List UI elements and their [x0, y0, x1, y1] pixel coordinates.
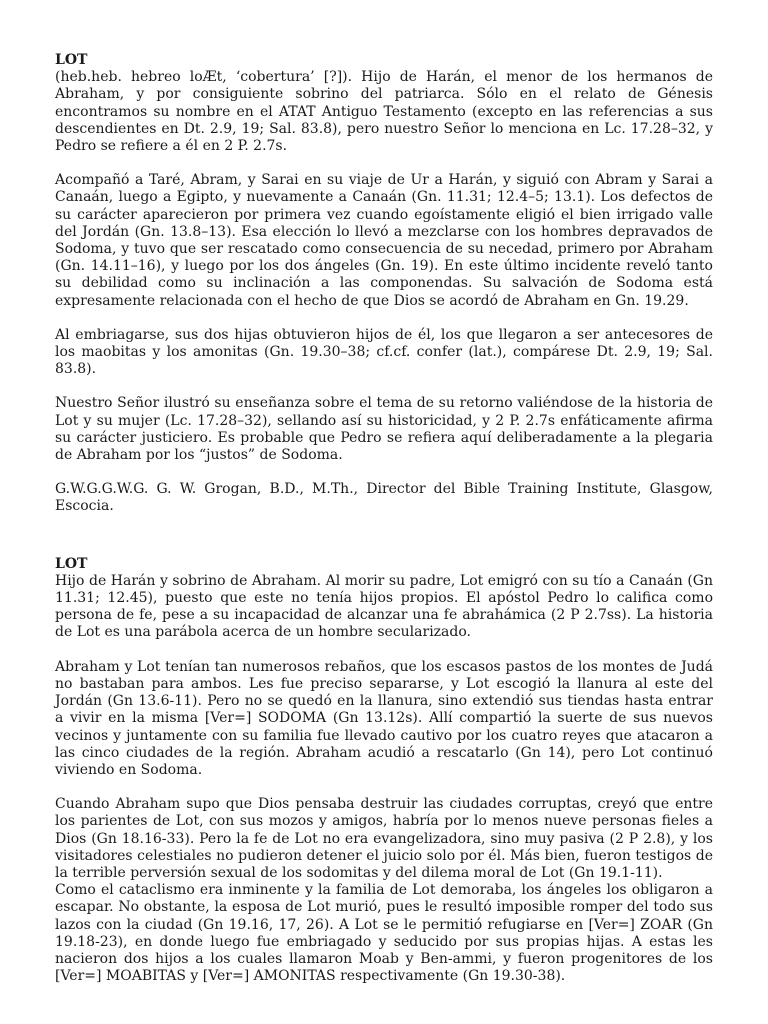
entry-paragraph: Cuando Abraham supo que Dios pensaba destruir las ciudades corruptas, creyó que entre los parientes de Lot, con sus mozos y amigos, habría por lo menos nueve personas fieles a Dios (Gn 18.16-33). Pero la fe de Lot no era evangelizadora, sino muy pasiva (2 P 2.8), y los visitadores celestiales no pudieron detener el juicio solo por él. Más bien, fueron testigos de la terrible perversión sexual de los sodomitas y del dilema moral de Lot (Gn 19.1-11). — [55, 796, 713, 881]
entry-lot-1 — [55, 52, 713, 516]
entry-paragraph: (heb.heb. hebreo loÆt, ‘cobertura’ [?]). Hijo de Harán, el menor de los hermanos de Abraham, y por consiguiente sobrino del patriarca. Sólo en el relato de Génesis encontramos su nombre en el ATAT Antiguo Testamento (excepto en las referencias a sus descendientes en Dt. 2.9, 19; Sal. 83.8), pero nuestro Señor lo menciona en Lc. 17.28–32, y Pedro se refiere a él en 2 P. 2.7s. — [55, 69, 713, 155]
entry-paragraph: Acompañó a Taré, Abram, y Sarai en su viaje de Ur a Harán, y siguió con Abram y Sarai a Canaán, luego a Egipto, y nuevamente a Canaán (Gn. 11.31; 12.4–5; 13.1). Los defectos de su carácter aparecieron por primera vez cuando egoístamente eligió el bien irrigado valle del Jordán (Gn. 13.8–13). Esa elección lo llevó a mezclarse con los hombres depravados de Sodoma, y tuvo que ser rescatado como consecuencia de su necedad, primero por Abraham (Gn. 14.11–16), y luego por los dos ángeles (Gn. 19). En este último incidente reveló tanto su debilidad como su inclinación a las componendas. Su salvación de Sodoma está expresamente relacionada con el hecho de que Dios se acordó de Abraham en Gn. 19.29. — [55, 172, 713, 309]
entry-paragraph: Hijo de Harán y sobrino de Abraham. Al morir su padre, Lot emigró con su tío a Canaán (Gn 11.31; 12.45), puesto que este no tenía hijos propios. El apóstol Pedro lo califica como persona de fe, pese a su incapacidad de alcanzar una fe abrahámica (2 P 2.7ss). La historia de Lot es una parábola acerca de un hombre secularizado. — [55, 572, 713, 641]
entry-paragraph: Abraham y Lot tenían tan numerosos rebaños, que los escasos pastos de los montes de Judá no bastaban para ambos. Les fue preciso separarse, y Lot escogió la llanura al este del Jordán (Gn 13.6-11). Pero no se quedó en la llanura, sino extendió sus tiendas hasta entrar a vivir en la misma [Ver=] SODOMA (Gn 13.12s). Allí compartió la suerte de sus nuevos vecinos y juntamente con su familia fue llevado cautivo por los cuatro reyes que atacaron a las cinco ciudades de la región. Abraham acudió a rescatarlo (Gn 14), pero Lot continuó viviendo en Sodoma. — [55, 658, 713, 778]
entry-paragraph: Nuestro Señor ilustró su enseñanza sobre el tema de su retorno valiéndose de la historia de Lot y su mujer (Lc. 17.28–32), sellando así su historicidad, y 2 P. 2.7s enfáticamente afirma su carácter justiciero. Es probable que Pedro se refiera aquí deliberadamente a la plegaria de Abraham por los “justos” de Sodoma. — [55, 395, 713, 464]
entry-title: LOT — [55, 52, 88, 68]
entry-paragraph: Al embriagarse, sus dos hijas obtuvieron hijos de él, los que llegaron a ser antecesores de los maobitas y los amonitas (Gn. 19.30–38; cf.cf. confer (lat.), compárese Dt. 2.9, 19; Sal. 83.8). — [55, 326, 713, 378]
entry-paragraph: Como el cataclismo era inminente y la familia de Lot demoraba, los ángeles los obligaron a escapar. No obstante, la esposa de Lot murió, pues le resultó imposible romper del todo sus lazos con la ciudad (Gn 19.16, 17, 26). A Lot se le permitió refugiarse en [Ver=] ZOAR (Gn 19.18-23), en donde luego fue embriagado y seducido por sus propias hijas. A estas les nacieron dos hijos a los cuales llamaron Moab y Ben-ammi, y fueron progenitores de los [Ver=] MOABITAS y [Ver=] AMONITAS respectivamente (Gn 19.30-38). — [55, 882, 713, 985]
document-page — [55, 52, 713, 985]
entry-lot-2 — [55, 556, 713, 986]
author-credit: G.W.G.G.W.G. G. W. Grogan, B.D., M.Th., Director del Bible Training Institute, Glasgow, Escocia. — [55, 481, 713, 515]
entry-title: LOT — [55, 555, 88, 572]
